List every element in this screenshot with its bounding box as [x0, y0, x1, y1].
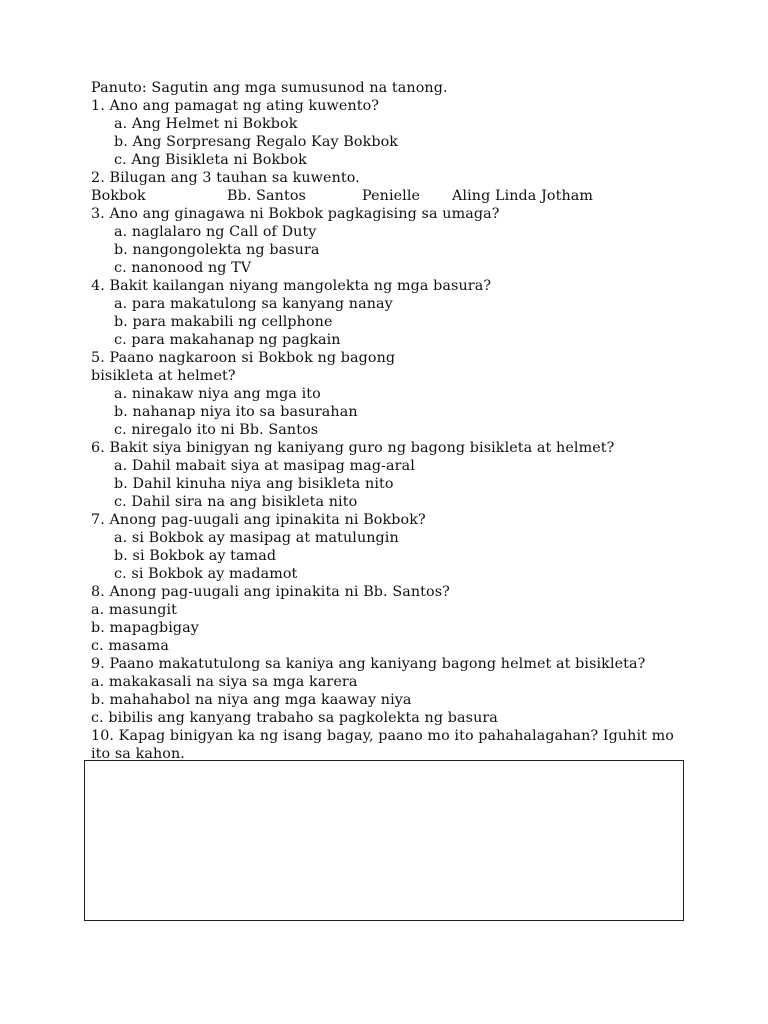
q4-choice-a: a. para makatulong sa kanyang nanay — [114, 296, 393, 312]
q1-choice-c: c. Ang Bisikleta ni Bokbok — [114, 152, 307, 168]
q9-choice-c: c. bibilis ang kanyang trabaho sa pagkolekta ng basura — [91, 710, 498, 726]
q9-choice-a: a. makakasali na siya sa mga karera — [91, 674, 358, 690]
question-9: 9. Paano makatutulong sa kaniya ang kaniyang bagong helmet at bisikleta? — [91, 656, 646, 672]
question-7: 7. Anong pag-uugali ang ipinakita ni Bokbok? — [91, 512, 426, 528]
q3-choice-b: b. nangongolekta ng basura — [114, 242, 320, 258]
question-10-line-2: ito sa kahon. — [91, 746, 185, 762]
question-2: 2. Bilugan ang 3 tauhan sa kuwento. — [91, 170, 360, 186]
q1-choice-a: a. Ang Helmet ni Bokbok — [114, 116, 298, 132]
q7-choice-b: b. si Bokbok ay tamad — [114, 548, 277, 564]
question-4: 4. Bakit kailangan niyang mangolekta ng mga basura? — [91, 278, 492, 294]
character-name-4: Aling Linda Jotham — [452, 188, 594, 204]
character-name-1: Bokbok — [91, 188, 146, 204]
question-10-line-1: 10. Kapag binigyan ka ng isang bagay, paano mo ito pahahalagahan? Iguhit mo — [91, 728, 674, 744]
q8-choice-b: b. mapagbigay — [91, 620, 199, 636]
question-3: 3. Ano ang ginagawa ni Bokbok pagkagising sa umaga? — [91, 206, 500, 222]
q5-choice-c: c. niregalo ito ni Bb. Santos — [114, 422, 319, 438]
question-6: 6. Bakit siya binigyan ng kaniyang guro ng bagong bisikleta at helmet? — [91, 440, 615, 456]
character-name-2: Bb. Santos — [227, 188, 306, 204]
question-5-line-1: 5. Paano nagkaroon si Bokbok ng bagong — [91, 350, 396, 366]
q6-choice-b: b. Dahil kinuha niya ang bisikleta nito — [114, 476, 394, 492]
q7-choice-c: c. si Bokbok ay madamot — [114, 566, 298, 582]
q4-choice-c: c. para makahanap ng pagkain — [114, 332, 341, 348]
q3-choice-a: a. naglalaro ng Call of Duty — [114, 224, 317, 240]
q8-choice-c: c. masama — [91, 638, 170, 654]
instructions: Panuto: Sagutin ang mga sumusunod na tanong. — [91, 80, 448, 96]
q6-choice-c: c. Dahil sira na ang bisikleta nito — [114, 494, 358, 510]
q3-choice-c: c. nanonood ng TV — [114, 260, 252, 276]
question-1: 1. Ano ang pamagat ng ating kuwento? — [91, 98, 380, 114]
q5-choice-a: a. ninakaw niya ang mga ito — [114, 386, 321, 402]
character-name-3: Penielle — [362, 188, 421, 204]
question-8: 8. Anong pag-uugali ang ipinakita ni Bb. Santos? — [91, 584, 450, 600]
q9-choice-b: b. mahahabol na niya ang mga kaaway niya — [91, 692, 412, 708]
q6-choice-a: a. Dahil mabait siya at masipag mag-aral — [114, 458, 415, 474]
question-5-line-2: bisikleta at helmet? — [91, 368, 236, 384]
q7-choice-a: a. si Bokbok ay masipag at matulungin — [114, 530, 399, 546]
q1-choice-b: b. Ang Sorpresang Regalo Kay Bokbok — [114, 134, 399, 150]
q8-choice-a: a. masungit — [91, 602, 178, 618]
q4-choice-b: b. para makabili ng cellphone — [114, 314, 333, 330]
drawing-answer-box[interactable] — [84, 760, 684, 921]
q5-choice-b: b. nahanap niya ito sa basurahan — [114, 404, 358, 420]
